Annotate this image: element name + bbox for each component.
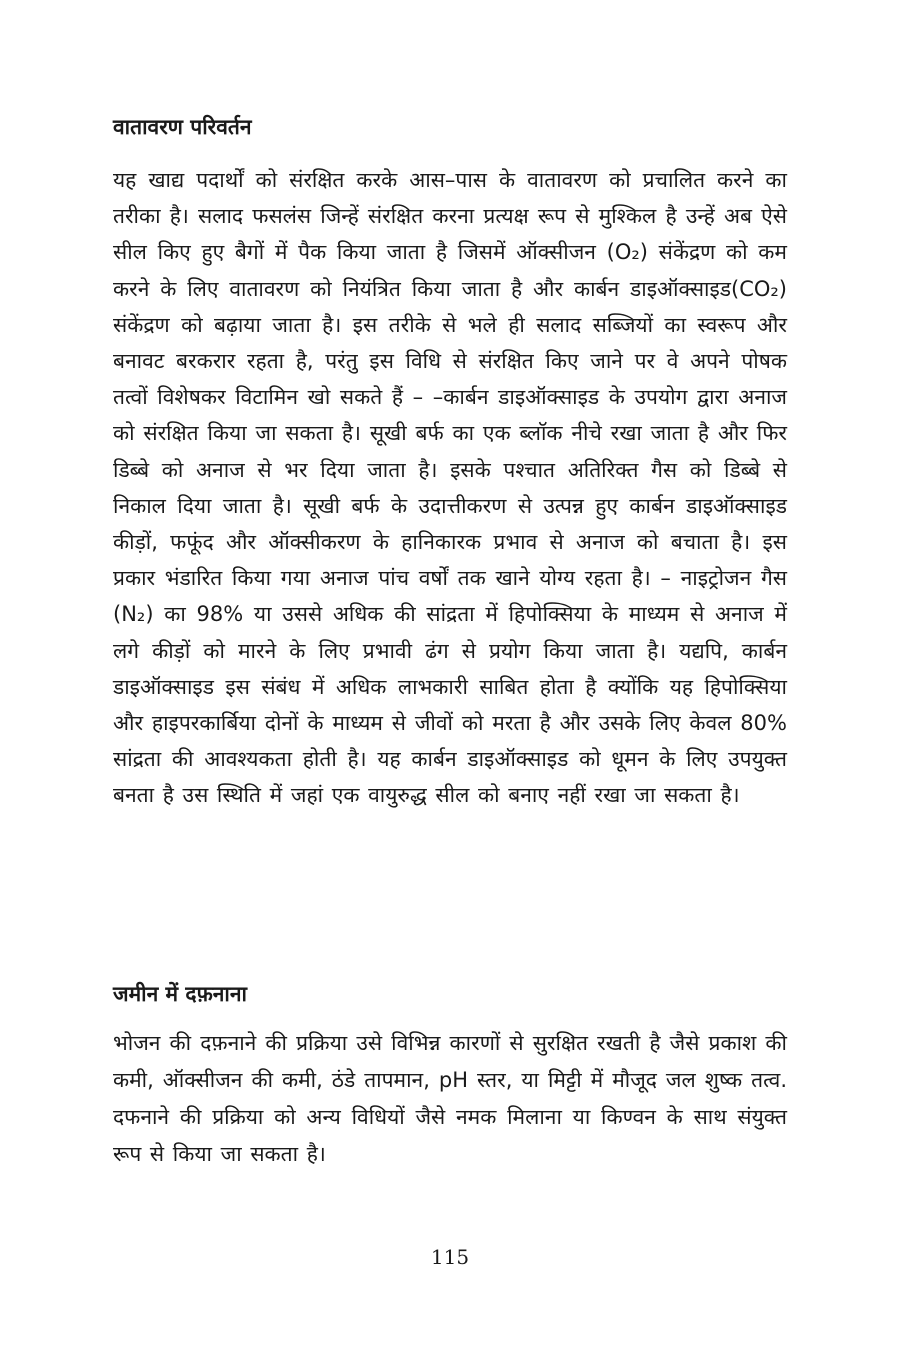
- section-heading-burial: जमीन में दफ़नाना: [113, 982, 247, 1006]
- section-heading-atmosphere-change: वातावरण परिवर्तन: [113, 115, 252, 139]
- page-number: 115: [430, 1245, 470, 1269]
- section-paragraph-burial: भोजन की दफ़नाने की प्रक्रिया उसे विभिन्न कारणों से सुरक्षित रखती है जैसे प्रकाश की कमी, ऑक्सीजन की कमी, ठंडे तापमान, pH स्तर, या मिट्टी में मौजूद जल शुष्क तत्व. दफनाने की प्रक्रिया को अन्य विधियों जैसे नमक मिलाना या किण्वन के साथ संयुक्त रूप से किया जा सकता है।: [113, 1031, 787, 1166]
- section-paragraph-atmosphere-change: यह खाद्य पदार्थों को संरक्षित करके आस–पास के वातावरण को प्रचालित करने का तरीका है। सलाद फसलंस जिन्हें संरक्षित करना प्रत्यक्ष रूप से मुश्किल है उन्हें अब ऐसे सील किए हुए बैगों में पैक किया जाता है जिसमें ऑक्सीजन (O₂) संकेंद्रण को कम करने के लिए वातावरण को नियंत्रित किया जाता है और कार्बन डाइऑक्साइड(CO₂) संकेंद्रण को बढ़ाया जाता है। इस तरीके से भले ही सलाद सब्जियों का स्वरूप और बनावट बरकरार रहता है, परंतु इस विधि से संरक्षित किए जाने पर वे अपने पोषक तत्वों विशेषकर विटामिन खो सकते हैं – –कार्बन डाइऑक्साइड के उपयोग द्वारा अनाज को संरक्षित किया जा सकता है। सूखी बर्फ का एक ब्लॉक नीचे रखा जाता है और फिर डिब्बे को अनाज से भर दिया जाता है। इसके पश्चात अतिरिक्त गैस को डिब्बे से निकाल दिया जाता है। सूखी बर्फ के उदात्तीकरण से उत्पन्न हुए कार्बन डाइऑक्साइड कीड़ों, फफूंद और ऑक्सीकरण के हानिकारक प्रभाव से अनाज को बचाता है। इस प्रकार भंडारित किया गया अनाज पांच वर्षों तक खाने योग्य रहता है। – नाइट्रोजन गैस (N₂) का 98% या उससे अधिक की सांद्रता में हिपोक्सिया के माध्यम से अनाज में लगे कीड़ों को मारने के लिए प्रभावी ढंग से प्रयोग किया जाता है। यद्यपि, कार्बन डाइऑक्साइड इस संबंध में अधिक लाभकारी साबित होता है क्योंकि यह हिपोक्सिया और हाइपरकार्बिया दोनों के माध्यम से जीवों को मरता है और उसके लिए केवल 80% सांद्रता की आवश्यकता होती है। यह कार्बन डाइऑक्साइड को धूमन के लिए उपयुक्त बनता है उस स्थिति में जहां एक वायुरुद्ध सील को बनाए नहीं रखा जा सकता है।: [113, 168, 787, 808]
